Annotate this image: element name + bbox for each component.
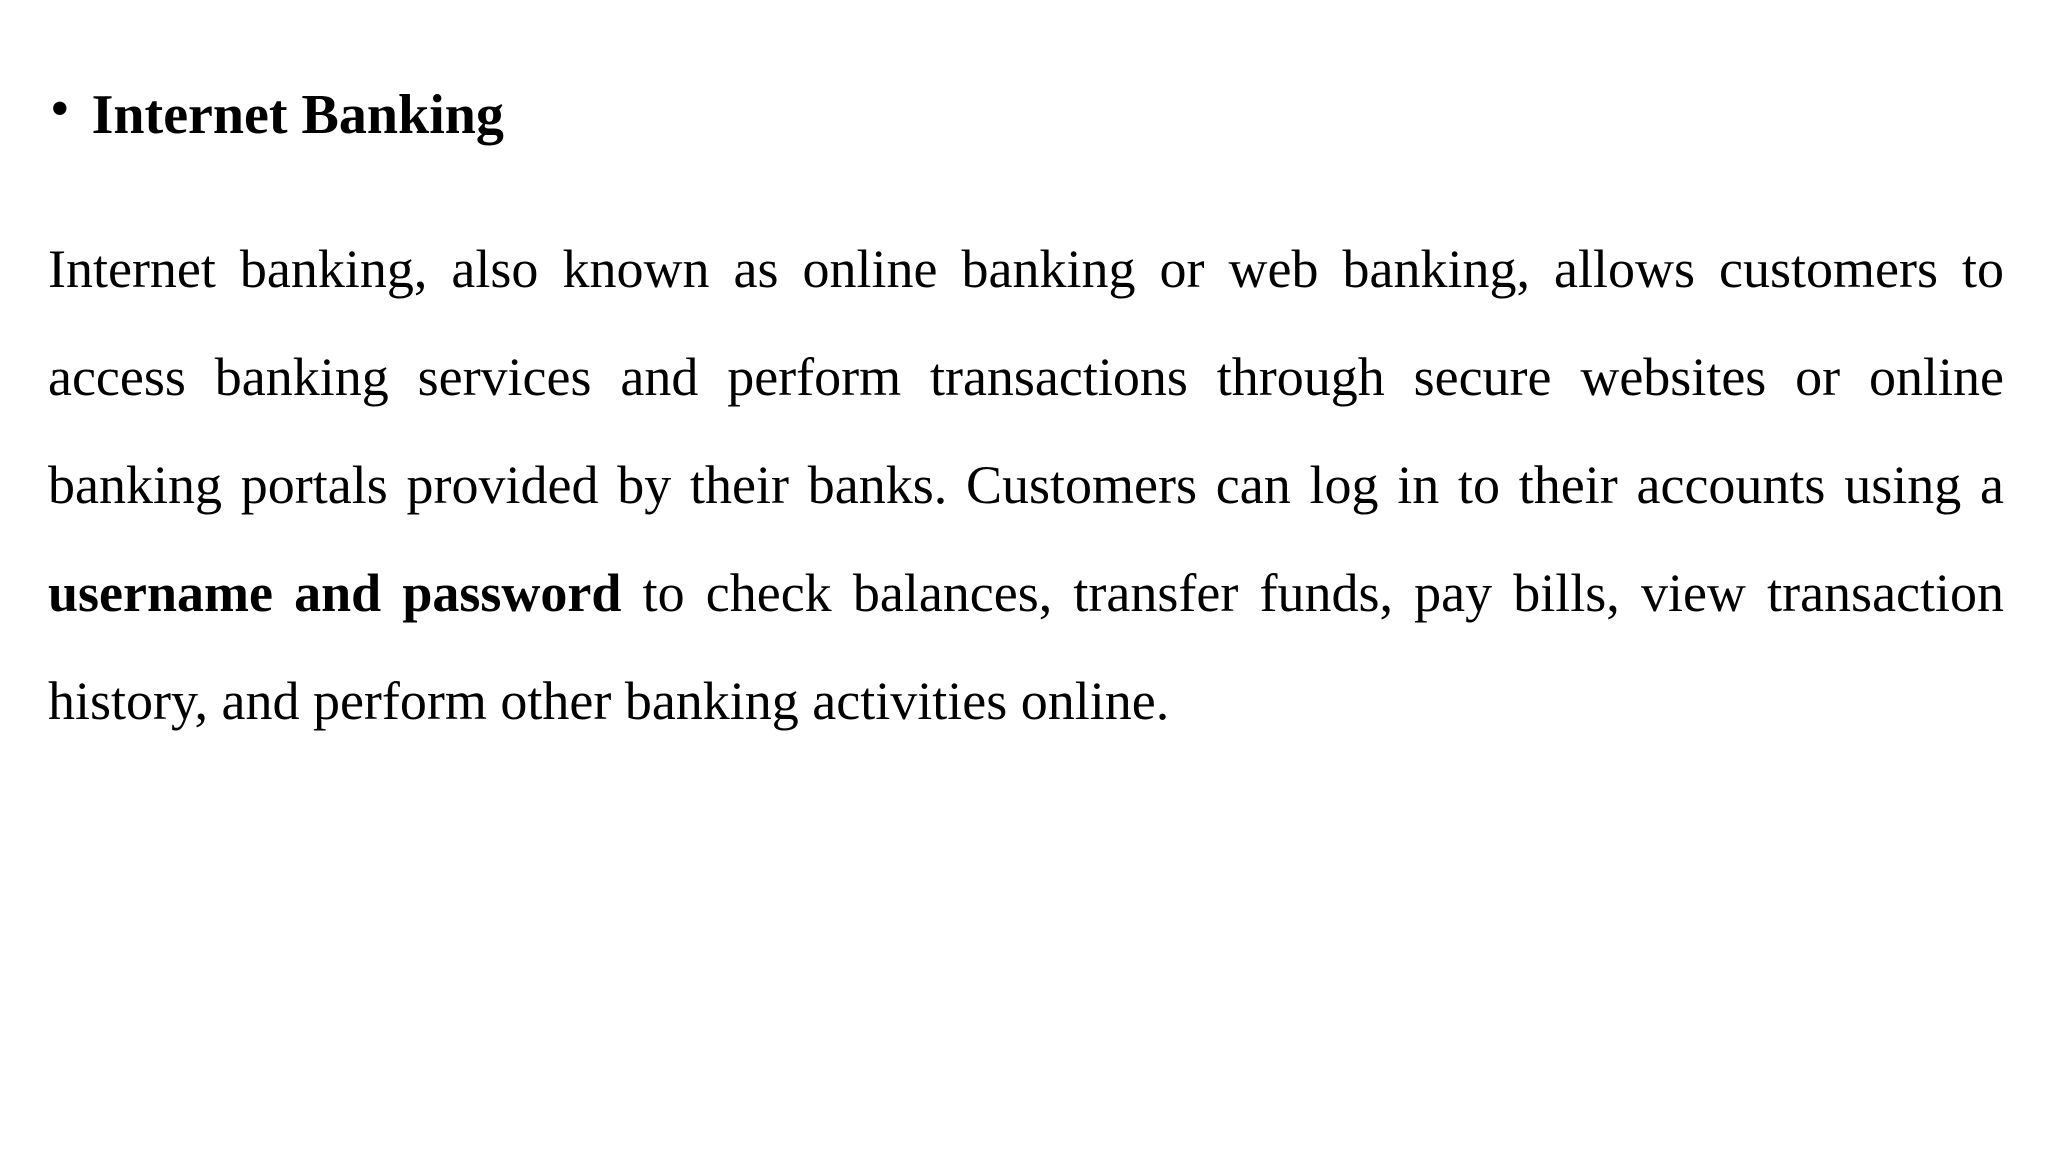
heading-title: Internet Banking — [91, 84, 504, 146]
body-paragraph — [48, 215, 2004, 755]
bullet-icon: • — [50, 78, 70, 140]
paragraph-text-before: Internet banking, also known as online banking or web banking, allows customers to access banking services and perform transactions through secure websites or online banking portals provided by their banks. Customers can log in to their accounts using a — [48, 239, 2004, 515]
paragraph-text-after: to check balances, transfer funds, pay bills, view transaction history, and perform other banking activities online. — [48, 563, 2005, 731]
section-heading — [50, 78, 504, 149]
paragraph-bold-text: username and password — [48, 563, 622, 623]
